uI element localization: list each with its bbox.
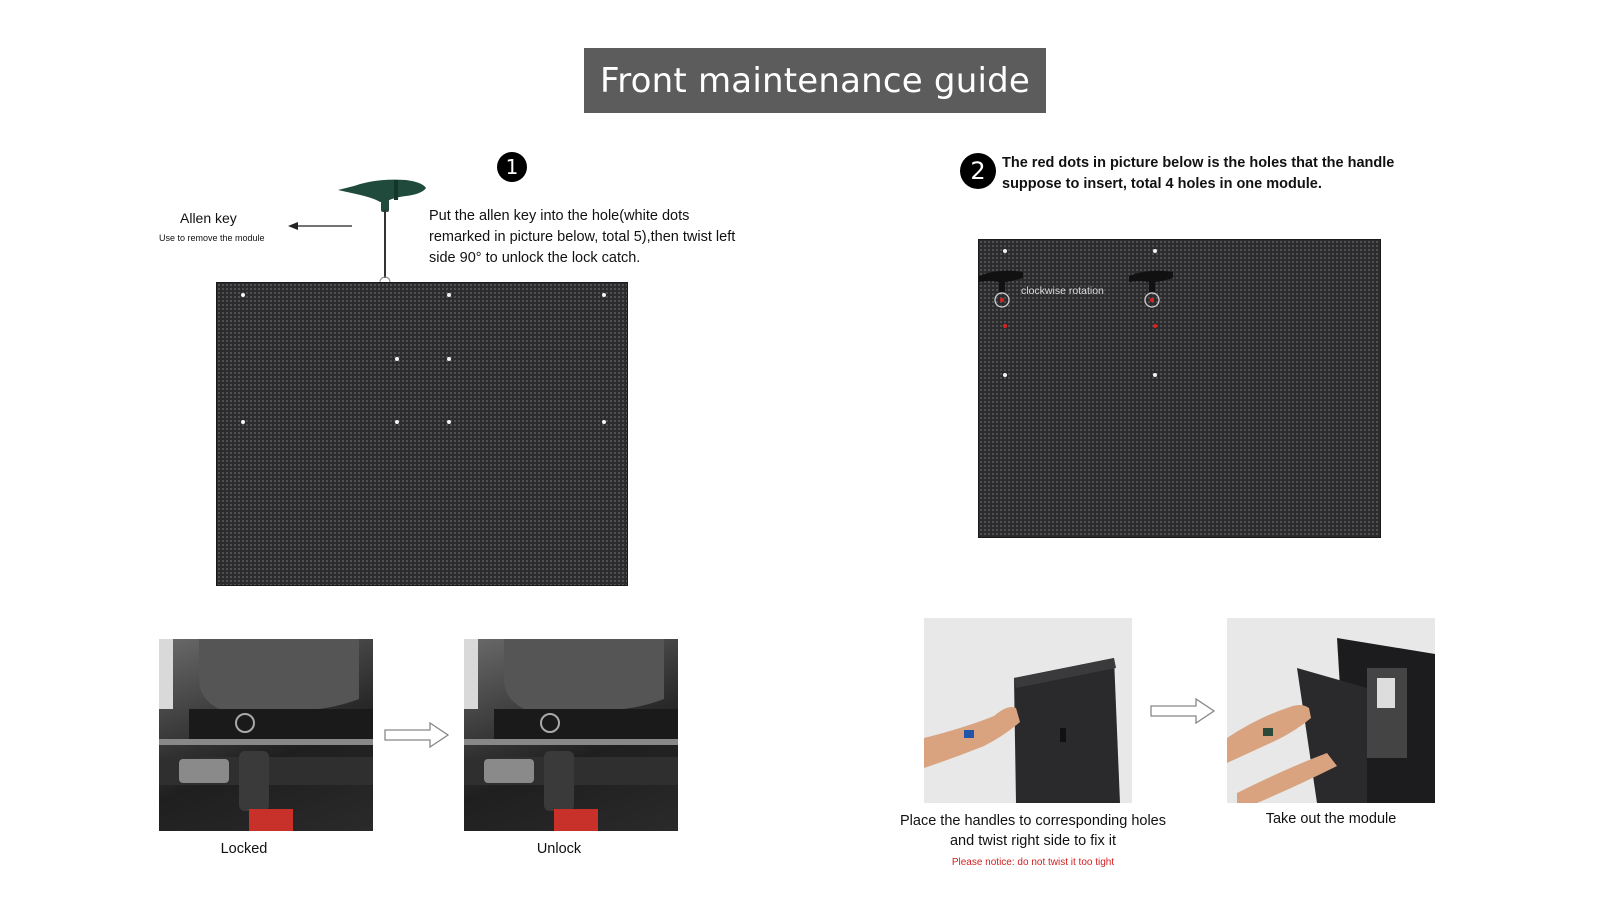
locked-caption: Locked [220, 841, 268, 857]
right-arrow-icon [384, 721, 450, 749]
right-arrow-icon [1150, 697, 1216, 725]
lock-hole-dot [602, 293, 606, 297]
handle-hole-dot [1003, 249, 1007, 253]
handle-hole-red-dot [1153, 324, 1157, 328]
take-out-photo [1227, 618, 1435, 803]
step-2-number: 2 [970, 157, 986, 185]
handle-tool-icon [979, 262, 1027, 314]
handle-tool-icon [1129, 262, 1177, 314]
lock-hole-dot [395, 357, 399, 361]
unlock-caption: Unlock [536, 841, 582, 857]
lock-hole-dot [241, 293, 245, 297]
lock-hole-dot [602, 420, 606, 424]
led-module-panel-2 [978, 239, 1381, 538]
allen-key-sublabel: Use to remove the module [159, 233, 265, 243]
place-handles-caption: Place the handles to corresponding holes and twist right side to fix it [899, 813, 1166, 849]
led-module-panel-1 [216, 282, 628, 586]
left-arrow-icon [288, 220, 354, 232]
handle-hole-dot [1153, 249, 1157, 253]
lock-hole-dot [447, 357, 451, 361]
lock-hole-dot [447, 420, 451, 424]
unlock-photo [464, 639, 678, 831]
lock-hole-dot [447, 293, 451, 297]
step-1-number: 1 [505, 155, 519, 179]
title-banner [584, 48, 1046, 113]
locked-photo [159, 639, 373, 831]
step-1-marker [497, 152, 527, 182]
handle-hole-dot [1153, 373, 1157, 377]
step-2-instruction: The red dots in picture below is the holes that the handle suppose to insert, total 4 holes in one module. [1002, 155, 1395, 192]
lock-hole-dot [395, 420, 399, 424]
step-2-marker [960, 153, 996, 189]
handle-hole-red-dot [1003, 324, 1007, 328]
allen-key-label: Allen key [180, 210, 237, 226]
rotation-label: clockwise rotation [1021, 285, 1104, 297]
lock-hole-dot [241, 420, 245, 424]
step-1-instruction: Put the allen key into the hole(white dots remarked in picture below, total 5),then twist left side 90° to unlock the lock catch. [429, 208, 736, 266]
page-title: Front maintenance guide [599, 60, 1031, 101]
notice-text: Please notice: do not twist it too tight [951, 857, 1115, 868]
take-out-caption: Take out the module [1265, 811, 1397, 827]
handle-hole-dot [1003, 373, 1007, 377]
place-handles-photo [924, 618, 1132, 803]
